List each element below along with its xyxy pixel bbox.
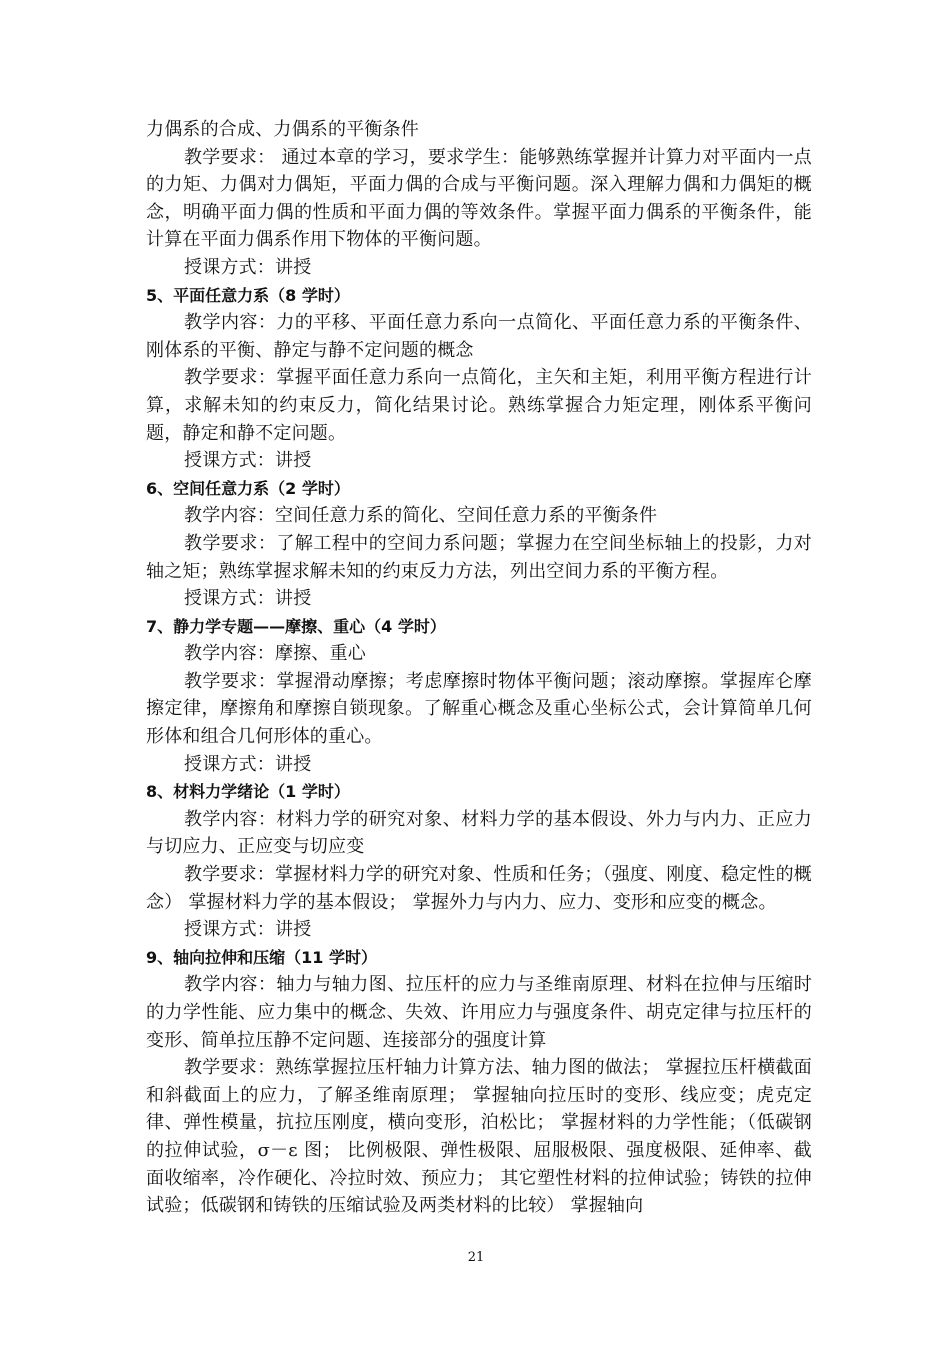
paragraph: 教学内容：力的平移、平面任意力系向一点简化、平面任意力系的平衡条件、刚体系的平衡、静定与静不定问题的概念 [146, 312, 812, 361]
section-heading: 5、平面任意力系（8 学时） [146, 285, 350, 305]
paragraph: 教学要求：掌握平面任意力系向一点简化，主矢和主矩，利用平衡方程进行计算，求解未知的约束反力，简化结果讨论。熟练掌握合力矩定理，刚体系平衡问题，静定和静不定问题。 [146, 367, 812, 444]
paragraph: 教学要求：熟练掌握拉压杆轴力计算方法、轴力图的做法； 掌握拉压杆横截面和斜截面上的应力，了解圣维南原理； 掌握轴向拉压时的变形、线应变；虎克定律、弹性模量，抗拉压刚度，横向变形，泊松比； 掌握材料的力学性能；（低碳钢的拉伸试验，σ－ε 图； 比例极限、弹性极限、屈服极限、强度极限、延伸率、截面收缩率，冷作硬化、冷拉时效、预应力； 其它塑性材料的拉伸试验；铸铁的拉伸试验；低碳钢和铸铁的压缩试验及两类材料的比较） 掌握轴向 [146, 1057, 812, 1217]
section-heading: 8、材料力学绪论（1 学时） [146, 782, 350, 802]
paragraph: 教学内容：轴力与轴力图、拉压杆的应力与圣维南原理、材料在拉伸与压缩时的力学性能、应力集中的概念、失效、许用应力与强度条件、胡克定律与拉压杆的变形、简单拉压静不定问题、连接部分的强度计算 [146, 974, 812, 1051]
section-heading: 6、空间任意力系（2 学时） [146, 478, 350, 498]
paragraph: 教学内容：空间任意力系的简化、空间任意力系的平衡条件 [184, 505, 658, 527]
page-number: 21 [467, 1250, 485, 1265]
paragraph: 授课方式：讲授 [184, 753, 312, 775]
section-heading: 9、轴向拉伸和压缩（11 学时） [146, 947, 377, 967]
paragraph: 教学内容：材料力学的研究对象、材料力学的基本假设、外力与内力、正应力与切应力、正应变与切应变 [146, 808, 812, 858]
paragraph: 力偶系的合成、力偶系的平衡条件 [146, 119, 419, 140]
paragraph: 教学要求：了解工程中的空间力系问题；掌握力在空间坐标轴上的投影，力对轴之矩；熟练掌握求解未知的约束反力方法，列出空间力系的平衡方程。 [146, 532, 812, 582]
paragraph: 授课方式：讲授 [184, 450, 312, 472]
section-heading: 7、静力学专题——摩擦、重心（4 学时） [146, 616, 446, 636]
paragraph: 教学要求：掌握滑动摩擦；考虑摩擦时物体平衡问题；滚动摩擦。掌握库仑摩擦定律，摩擦角和摩擦自锁现象。了解重心概念及重心坐标公式，会计算简单几何形体和组合几何形体的重心。 [146, 670, 812, 748]
paragraph: 教学要求： 通过本章的学习，要求学生：能够熟练掌握并计算力对平面内一点的力矩、力偶对力偶矩，平面力偶的合成与平衡问题。深入理解力偶和力偶矩的概念，明确平面力偶的性质和平面力偶的等效条件。掌握平面力偶系的平衡条件，能计算在平面力偶系作用下物体的平衡问题。 [146, 146, 812, 251]
paragraph: 授课方式：讲授 [184, 919, 312, 941]
paragraph: 授课方式：讲授 [184, 256, 312, 278]
paragraph: 教学内容：摩擦、重心 [184, 643, 366, 665]
document-body [146, 116, 812, 1220]
paragraph: 教学要求：掌握材料力学的研究对象、性质和任务；（强度、刚度、稳定性的概念） 掌握材料力学的基本假设； 掌握外力与内力、应力、变形和应变的概念。 [146, 864, 812, 913]
paragraph: 授课方式：讲授 [184, 588, 312, 610]
